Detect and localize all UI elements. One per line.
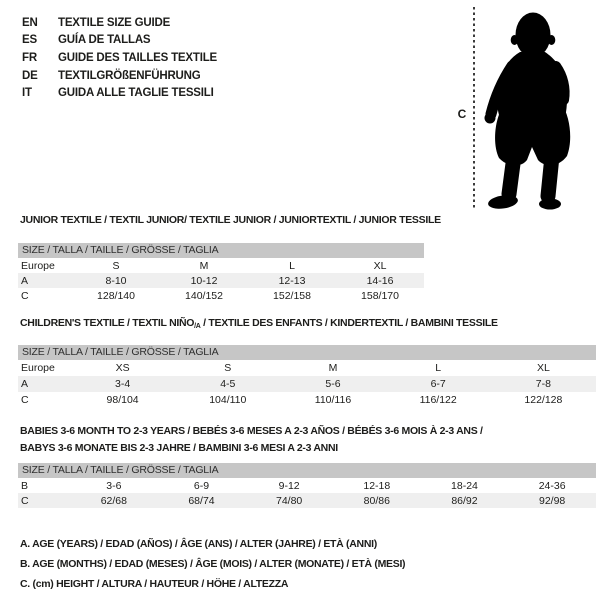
cell-value: 116/122 bbox=[419, 394, 457, 406]
language-row-de bbox=[22, 67, 217, 85]
size-col-header: XS bbox=[115, 362, 130, 374]
children-columns-row bbox=[18, 360, 596, 376]
cell-value: 18-24 bbox=[451, 479, 478, 492]
cell-value: 12-18 bbox=[363, 479, 391, 492]
junior-row-c bbox=[18, 288, 424, 303]
cell-value: 158/170 bbox=[361, 289, 399, 302]
row-label: B bbox=[21, 479, 29, 492]
language-code: DE bbox=[22, 69, 38, 82]
guide-title-de: TEXTILGRÖßENFÜHRUNG bbox=[58, 69, 201, 82]
footnote-a: A. AGE (YEARS) / EDAD (AÑOS) / ÂGE (ANS) / ALTER (JAHRE) / ETÀ (ANNI) bbox=[20, 538, 377, 550]
cell-value: 152/158 bbox=[273, 289, 311, 302]
height-measure-label: C bbox=[457, 107, 467, 121]
size-col-header: XL bbox=[536, 362, 550, 374]
babies-row-b bbox=[18, 478, 596, 493]
cell-value: 10-12 bbox=[190, 274, 218, 287]
babies-title-line1: BABIES 3-6 MONTH TO 2-3 YEARS / BEBÉS 3-6 MESES A 2-3 AÑOS / BÉBÉS 3-6 MOIS À 2-3 ANS / bbox=[20, 425, 483, 437]
cell-value: 5-6 bbox=[325, 378, 341, 390]
babies-section-title bbox=[20, 423, 580, 457]
language-row-fr bbox=[22, 49, 217, 67]
cell-value: 122/128 bbox=[524, 394, 563, 406]
footnotes bbox=[20, 534, 405, 594]
size-header-text: SIZE / TALLA / TAILLE / GRÖSSE / TAGLIA bbox=[22, 244, 219, 256]
babies-row-c bbox=[18, 493, 596, 508]
row-label: C bbox=[21, 289, 29, 302]
language-code: IT bbox=[22, 87, 32, 100]
cell-value: 86/92 bbox=[451, 494, 478, 507]
babies-size-table bbox=[18, 463, 596, 508]
cell-value: 7-8 bbox=[535, 378, 551, 390]
size-col-header: S bbox=[112, 259, 120, 272]
children-row-a bbox=[18, 376, 596, 392]
cell-value: 140/152 bbox=[185, 289, 223, 302]
language-row-es bbox=[22, 32, 217, 50]
junior-section-title: JUNIOR TEXTILE / TEXTIL JUNIOR/ TEXTILE JUNIOR / JUNIORTEXTIL / JUNIOR TESSILE bbox=[20, 214, 441, 226]
guide-title-it: GUIDA ALLE TAGLIE TESSILI bbox=[58, 87, 214, 100]
cell-value: 98/104 bbox=[106, 394, 139, 406]
cell-value: 24-36 bbox=[538, 479, 566, 492]
babies-size-header-bar bbox=[18, 463, 596, 478]
baby-silhouette-shapes bbox=[485, 13, 571, 211]
children-title-post: / TEXTILE DES ENFANTS / KINDERTEXTIL / BAMBINI TESSILE bbox=[200, 317, 498, 329]
junior-size-table bbox=[18, 243, 424, 303]
language-row-en bbox=[22, 14, 217, 32]
region-label: Europe bbox=[21, 362, 55, 374]
children-title-pre: CHILDREN'S TEXTILE / TEXTIL NIÑO bbox=[20, 317, 195, 329]
cell-value: 4-5 bbox=[220, 378, 236, 390]
size-col-header: L bbox=[435, 362, 442, 374]
size-col-header: S bbox=[224, 362, 232, 374]
children-row-c bbox=[18, 392, 596, 408]
row-label: C bbox=[21, 494, 29, 507]
language-code: FR bbox=[22, 51, 37, 64]
language-row-it bbox=[22, 84, 217, 102]
cell-value: 80/86 bbox=[363, 494, 390, 507]
cell-value: 12-13 bbox=[278, 274, 306, 287]
children-size-header-bar bbox=[18, 345, 596, 360]
guide-title-fr: GUIDE DES TAILLES TEXTILE bbox=[58, 51, 217, 64]
babies-title-line2: BABYS 3-6 MONATE BIS 2-3 JAHRE / BAMBINI 3-6 MESI A 2-3 ANNI bbox=[20, 442, 338, 454]
size-header-text: SIZE / TALLA / TAILLE / GRÖSSE / TAGLIA bbox=[22, 346, 219, 358]
row-label: C bbox=[21, 394, 29, 406]
size-col-header: M bbox=[328, 362, 338, 374]
cell-value: 3-4 bbox=[115, 378, 131, 390]
children-title-subscript: /A bbox=[194, 323, 201, 330]
children-size-table bbox=[18, 345, 596, 408]
size-col-header: L bbox=[289, 259, 295, 272]
junior-size-header-bar bbox=[18, 243, 424, 258]
cell-value: 110/116 bbox=[314, 394, 352, 406]
language-code: ES bbox=[22, 34, 37, 47]
guide-title-en: TEXTILE SIZE GUIDE bbox=[58, 16, 171, 29]
cell-value: 9-12 bbox=[278, 479, 300, 492]
junior-columns-row bbox=[18, 258, 424, 273]
children-section-title bbox=[20, 317, 498, 330]
size-col-header: M bbox=[199, 259, 209, 272]
cell-value: 6-7 bbox=[430, 378, 446, 390]
cell-value: 104/110 bbox=[209, 394, 247, 406]
row-label: A bbox=[21, 274, 29, 287]
row-label: A bbox=[21, 378, 29, 390]
cell-value: 3-6 bbox=[106, 479, 122, 492]
size-col-header: XL bbox=[373, 259, 387, 272]
cell-value: 14-16 bbox=[366, 274, 394, 287]
cell-value: 128/140 bbox=[97, 289, 135, 302]
baby-silhouette-image bbox=[484, 6, 580, 210]
footnote-c: C. (cm) HEIGHT / ALTURA / HAUTEUR / HÖHE / ALTEZZA bbox=[20, 578, 289, 590]
cell-value: 74/80 bbox=[276, 494, 303, 507]
language-list bbox=[22, 14, 217, 102]
guide-title-es: GUÍA DE TALLAS bbox=[58, 34, 151, 47]
footnote-b: B. AGE (MONTHS) / EDAD (MESES) / ÂGE (MOIS) / ALTER (MONATE) / ETÀ (MESI) bbox=[20, 558, 406, 570]
cell-value: 68/74 bbox=[188, 494, 215, 507]
region-label: Europe bbox=[21, 259, 55, 272]
cell-value: 8-10 bbox=[105, 274, 127, 287]
cell-value: 62/68 bbox=[100, 494, 127, 507]
junior-row-a bbox=[18, 273, 424, 288]
height-dashed-line bbox=[473, 7, 475, 208]
cell-value: 6-9 bbox=[193, 479, 210, 492]
language-code: EN bbox=[22, 16, 38, 29]
cell-value: 92/98 bbox=[539, 494, 566, 507]
size-header-text: SIZE / TALLA / TAILLE / GRÖSSE / TAGLIA bbox=[22, 464, 219, 476]
